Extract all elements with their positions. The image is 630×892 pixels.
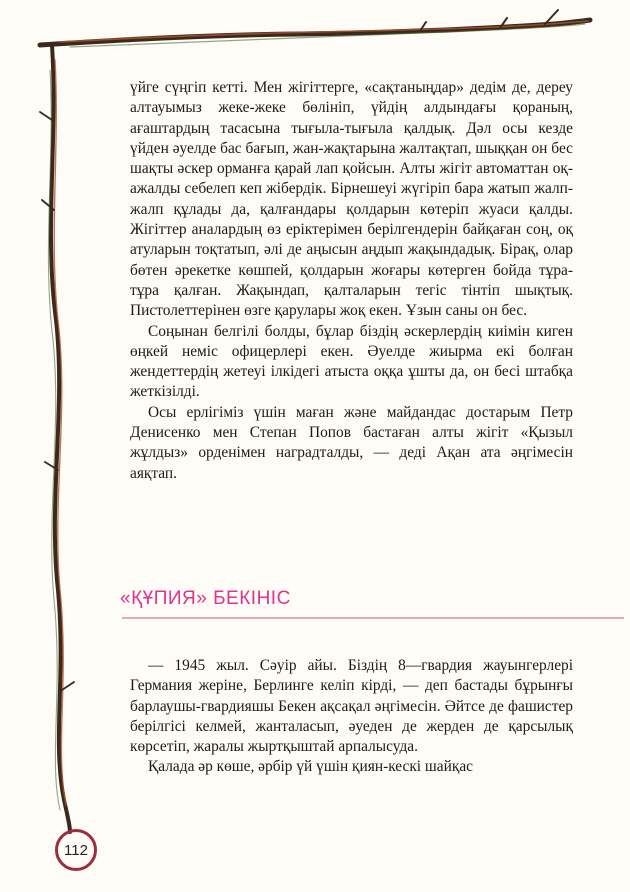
paragraph: Осы ерлігіміз үшін маған және майдандас достарым Петр Денисенко мен Степан Попов бастаған алты жігіт «Қызыл жұлдыз» орденімен наградталды, — деді Ақан ата әңгімесін аяқтап.	[130, 403, 573, 482]
paragraph: үйге сүңгіп кетті. Мен жігіттерге, «сақтаныңдар» дедім де, дереу алтауымыз жеке-жеке бөлініп, үйдің алдындағы қораның, ағаштардың тасасына тығыла-тығыла қалдық. Дәл осы кезде үйден әуелде бас бағып, жан-жақтарына жалтақтап, шыққан он бес шақты әскер орманға қарай лап қойсын. Алты жігіт автоматтан оқ-ажалды себелеп кеп жібердік. Бірнешеуі жүгіріп бара жатып жалп-жалп құлады да, қалғандары қолдарын көтеріп жуаси қалды. Жігіттер аналардың өз еріктерімен берілгендерін байқаған соң, оқ атуларын тоқтатып, әлі де аңысын аңдып жақындадық. Бірақ, олар бөтен әрекетке көшпей, қолдарын жоғары көтерген бойда тұра-тұра қалған. Жақындап, қалталарын тегіс тінтіп шықтық. Пистолеттерінен өзге қарулары жоқ екен. Ұзын саны он бес.	[130, 79, 573, 320]
page-number: 112	[55, 829, 97, 871]
text-block-1	[130, 78, 573, 484]
paragraph: Соңынан белгілі болды, бұлар біздің әскерлердің киімін киген өңкей неміс офицерлері екен. Әуелде жиырма екі болған жендеттердің жетеуі ілкідегі атыста оққа ұшты да, он бесі штабқа жеткізілді.	[130, 322, 573, 401]
section-heading: «ҚҰПИЯ» БЕКІНІС	[120, 588, 291, 609]
text-block-2	[130, 656, 573, 778]
paragraph: Қалада әр көше, әрбір үй үшін қиян-кескі шайқас	[148, 758, 473, 776]
heading-rule	[122, 617, 624, 619]
paragraph: — 1945 жыл. Сәуір айы. Біздің 8—гвардия жауынгерлері Германия жеріне, Берлинге келіп кірді, — деп бастады бұрынғы барлаушы-гвардияшы Бекен ақсақал әңгімесін. Әйтсе де фашистер берілгісі келмей, жанталасып, әуеден де жерден де қарсылық көрсетіп, жаралы жыртқыштай арпалысуда.	[130, 657, 573, 756]
